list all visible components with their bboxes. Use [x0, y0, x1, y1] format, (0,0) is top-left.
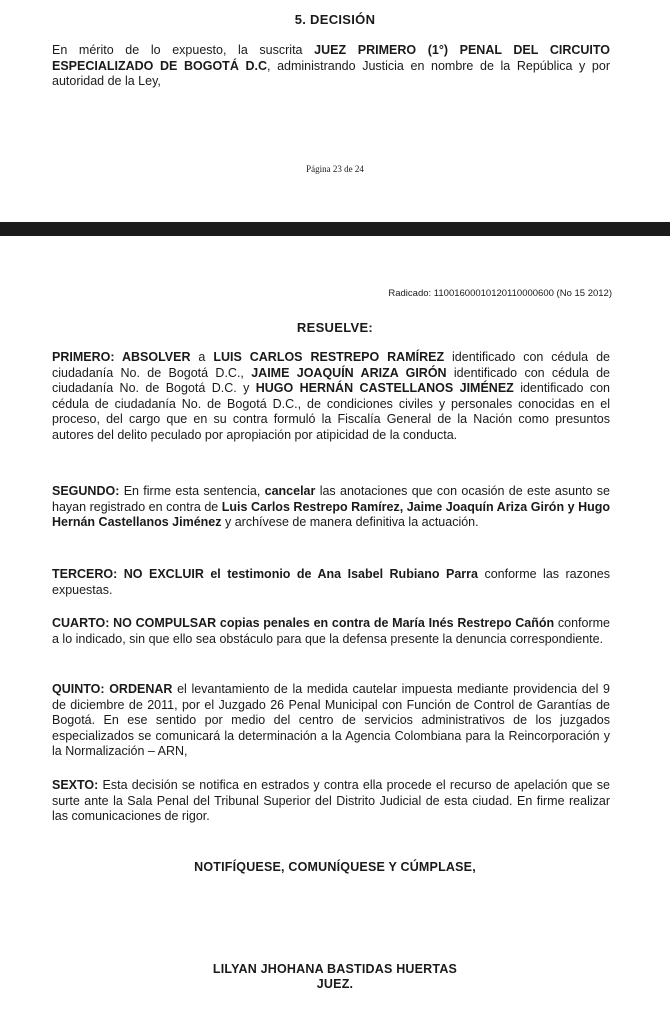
document-page-bottom [0, 236, 670, 1024]
document-page-top [0, 0, 670, 222]
resolution-primero [52, 350, 610, 444]
intro-paragraph [52, 43, 610, 90]
resolution-quinto [52, 682, 610, 760]
bold-run: QUINTO: ORDENAR [52, 682, 173, 696]
bold-run: Luis Carlos Restrepo Ramírez, Jaime Joaquín Ariza Girón y Hugo Hernán Castellanos Jiménez [52, 499, 610, 530]
bold-run: SEGUNDO: [52, 484, 120, 498]
section-title: 5. DECISIÓN [294, 12, 376, 27]
bold-run: cancelar [264, 484, 316, 498]
text-run: Esta decisión se notifica en estrados y contra ella procede el recurso de apelación que se surte ante la Sala Penal del Tribunal Superior del Distrito Judicial de esta ciudad. En firme realizar las comunicaciones de rigor. [52, 778, 610, 824]
text-run: a [190, 350, 214, 364]
bold-run: SEXTO: [52, 778, 99, 792]
text-run: las anotaciones que con ocasión de este asunto se hayan registrado en contra de [52, 484, 610, 514]
signer-role: JUEZ. [316, 977, 354, 991]
bold-run: LUIS CARLOS RESTREPO RAMÍREZ [213, 350, 445, 364]
bold-run: PRIMERO: ABSOLVER [52, 350, 191, 364]
text-run: identificado con cédula de ciudadanía No. de Bogotá D.C., [52, 350, 610, 380]
resuelve-title: RESUELVE: [296, 320, 374, 335]
text-run: identificado con cédula de ciudadanía No. de Bogotá D.C., de condiciones civiles y personales conocidas en el proceso, del cargo que en su contra formuló la Fiscalía General de la Nación como presuntos autores del delito peculado por apropiación por atipicidad de la conducta. [52, 381, 610, 442]
text-run: En firme esta sentencia, [119, 484, 265, 498]
text-run: En mérito de lo expuesto, la suscrita [52, 43, 315, 57]
text-run: identificado con cédula de ciudadanía No. de Bogotá D.C. y [52, 365, 610, 396]
resolution-cuarto [52, 616, 610, 647]
bold-run: CUARTO: NO COMPULSAR copias penales en contra de María Inés Restrepo Cañón [52, 616, 555, 630]
signer-name: LILYAN JHOHANA BASTIDAS HUERTAS [212, 962, 458, 976]
bold-run: HUGO HERNÁN CASTELLANOS JIMÉNEZ [255, 381, 514, 396]
radicado-header: Radicado: 110016000101201100006​00 (No 15 2012) [388, 288, 612, 299]
resolution-tercero [52, 567, 610, 598]
bold-run: TERCERO: NO EXCLUIR el testimonio de Ana Isabel Rubiano Parra [52, 567, 478, 581]
resolution-segundo [52, 484, 610, 531]
page-number: Página 23 de 24 [306, 164, 364, 174]
closing-formula: NOTIFÍQUESE, COMUNÍQUESE Y CÚMPLASE, [194, 860, 476, 874]
text-run: conforme las razones expuestas. [52, 567, 610, 597]
page-separator [0, 222, 670, 236]
text-run: y archívese de manera definitiva la actuación. [221, 515, 479, 530]
text-run: conforme a lo indicado, sin que ello sea obstáculo para que la defensa presente la denuncia correspondiente. [52, 616, 610, 646]
bold-run: JUEZ PRIMERO (1°) PENAL DEL CIRCUITO ESPECIALIZADO DE BOGOTÁ D.C [52, 43, 611, 73]
resolution-sexto [52, 778, 610, 825]
text-run: el levantamiento de la medida cautelar impuesta mediante providencia del 9 de diciembre de 2011, por el Juzgado 26 Penal Municipal con Función de Control de Garantías de Bogotá. En ese sentido por medio del centro de servicios administrativos de los juzgados especializados se comunicará la determinación a la Agencia Colombiana para la Reincorporación y la Normalización – ARN, [52, 682, 611, 759]
bold-run: JAIME JOAQUÍN ARIZA GIRÓN [251, 365, 447, 380]
text-run: , administrando Justicia en nombre de la República y por autoridad de la Ley, [52, 58, 610, 89]
